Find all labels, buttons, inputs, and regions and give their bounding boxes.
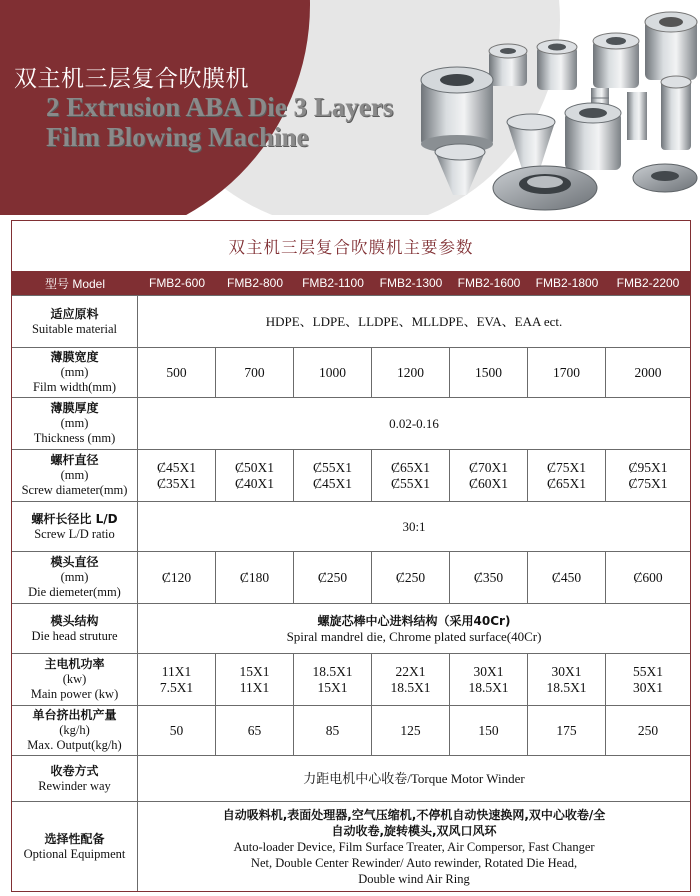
row-label: 螺杆直径 (mm) Screw diameter(mm)	[12, 450, 138, 501]
model-label: 型号 Model	[44, 276, 106, 291]
screw-cell: Ȼ50X1 Ȼ40X1	[216, 450, 294, 501]
hero-banner	[0, 0, 700, 215]
row-optional-equipment	[12, 801, 690, 891]
title-chinese: 双主机三层复合吹膜机	[14, 66, 249, 92]
row-label: 主电机功率 (kw) Main power (kw)	[12, 654, 138, 705]
width-cell: 700	[216, 348, 294, 397]
width-cell: 1000	[294, 348, 372, 397]
model-header-row	[12, 271, 690, 295]
width-cell: 500	[138, 348, 216, 397]
die-cell: Ȼ600	[633, 569, 663, 585]
row-ld-ratio	[12, 501, 690, 551]
ld-value: 30:1	[402, 518, 426, 534]
die-cell: Ȼ250	[294, 552, 372, 603]
model-cell: FMB2-600	[148, 276, 206, 290]
die-head-value: 螺旋芯棒中心进料结构（采用40Cr) Spiral mandrel die, Chrome plated surface(40Cr)	[286, 613, 542, 644]
row-label: 螺杆长径比 L/D Screw L/D ratio	[12, 502, 138, 551]
spec-table	[11, 220, 691, 892]
spec-table-title: 双主机三层复合吹膜机主要参数	[228, 238, 474, 257]
die-cell: Ȼ450	[528, 552, 606, 603]
material-value: HDPE、LDPE、LLDPE、MLLDPE、EVA、EAA ect.	[265, 313, 563, 329]
row-label: 单台挤出机产量 (kg/h) Max. Output(kg/h)	[12, 706, 138, 755]
title-english	[46, 92, 393, 152]
model-cell: FMB2-1300	[379, 276, 443, 290]
width-cell: 2000	[634, 364, 662, 380]
row-label: 模头结构 Die head struture	[12, 604, 138, 653]
row-label: 收卷方式 Rewinder way	[12, 756, 138, 801]
screw-cell: Ȼ95X1 Ȼ75X1	[628, 459, 668, 491]
width-cell: 1200	[372, 348, 450, 397]
row-max-output	[12, 705, 690, 755]
screw-cell: Ȼ55X1 Ȼ45X1	[294, 450, 372, 501]
row-die-head	[12, 603, 690, 653]
die-parts-photo	[415, 10, 700, 215]
power-cell: 11X1 7.5X1	[138, 654, 216, 705]
row-label: 选择性配备 Optional Equipment	[12, 802, 138, 891]
model-cell: FMB2-800	[226, 276, 284, 290]
title-english-line2: Film Blowing Machine	[46, 122, 309, 152]
power-cell: 22X1 18.5X1	[372, 654, 450, 705]
output-cell: 50	[138, 706, 216, 755]
model-cell: FMB2-1800	[535, 276, 599, 290]
output-cell: 125	[372, 706, 450, 755]
power-cell: 55X1 30X1	[633, 663, 663, 695]
power-cell: 18.5X1 15X1	[294, 654, 372, 705]
die-cell: Ȼ180	[216, 552, 294, 603]
row-material	[12, 295, 690, 347]
row-screw-diameter	[12, 449, 690, 501]
power-cell: 30X1 18.5X1	[528, 654, 606, 705]
output-cell: 65	[216, 706, 294, 755]
screw-cell: Ȼ45X1 Ȼ35X1	[138, 450, 216, 501]
thickness-value: 0.02-0.16	[389, 415, 439, 431]
row-thickness	[12, 397, 690, 449]
screw-cell: Ȼ75X1 Ȼ65X1	[528, 450, 606, 501]
output-cell: 85	[294, 706, 372, 755]
power-cell: 15X1 11X1	[216, 654, 294, 705]
power-cell: 30X1 18.5X1	[450, 654, 528, 705]
model-cell: FMB2-1600	[457, 276, 521, 290]
row-film-width	[12, 347, 690, 397]
output-cell: 250	[637, 722, 659, 738]
row-label: 模头直径 (mm) Die diemeter(mm)	[12, 552, 138, 603]
model-cell: FMB2-2200	[616, 276, 680, 290]
row-label: 薄膜宽度 (mm) Film width(mm)	[12, 348, 138, 397]
output-cell: 150	[450, 706, 528, 755]
row-rewinder	[12, 755, 690, 801]
width-cell: 1700	[528, 348, 606, 397]
screw-cell: Ȼ65X1 Ȼ55X1	[372, 450, 450, 501]
screw-cell: Ȼ70X1 Ȼ60X1	[450, 450, 528, 501]
row-label: 适应原料 Suitable material	[12, 296, 138, 347]
die-cell: Ȼ120	[138, 552, 216, 603]
title-english-line1: 2 Extrusion ABA Die 3 Layers	[46, 92, 394, 122]
rewinder-value: 力距电机中心收卷/Torque Motor Winder	[303, 770, 525, 786]
width-cell: 1500	[450, 348, 528, 397]
output-cell: 175	[528, 706, 606, 755]
optional-value: 自动吸料机,表面处理器,空气压缩机,不停机自动快速换网,双中心收卷/全 自动收卷,旋转模头,双风口风环 Auto-loader Device, Film Surface Treater, Air Compersor, Fast Changer Net, Double Center Rewinder/ Auto rewinder, Rotated Die Head, Double wind Air Ring	[222, 807, 606, 886]
row-label: 薄膜厚度 (mm) Thickness (mm)	[12, 398, 138, 449]
row-main-power	[12, 653, 690, 705]
die-cell: Ȼ250	[372, 552, 450, 603]
die-cell: Ȼ350	[450, 552, 528, 603]
row-die-diameter	[12, 551, 690, 603]
model-cell: FMB2-1100	[302, 276, 364, 290]
